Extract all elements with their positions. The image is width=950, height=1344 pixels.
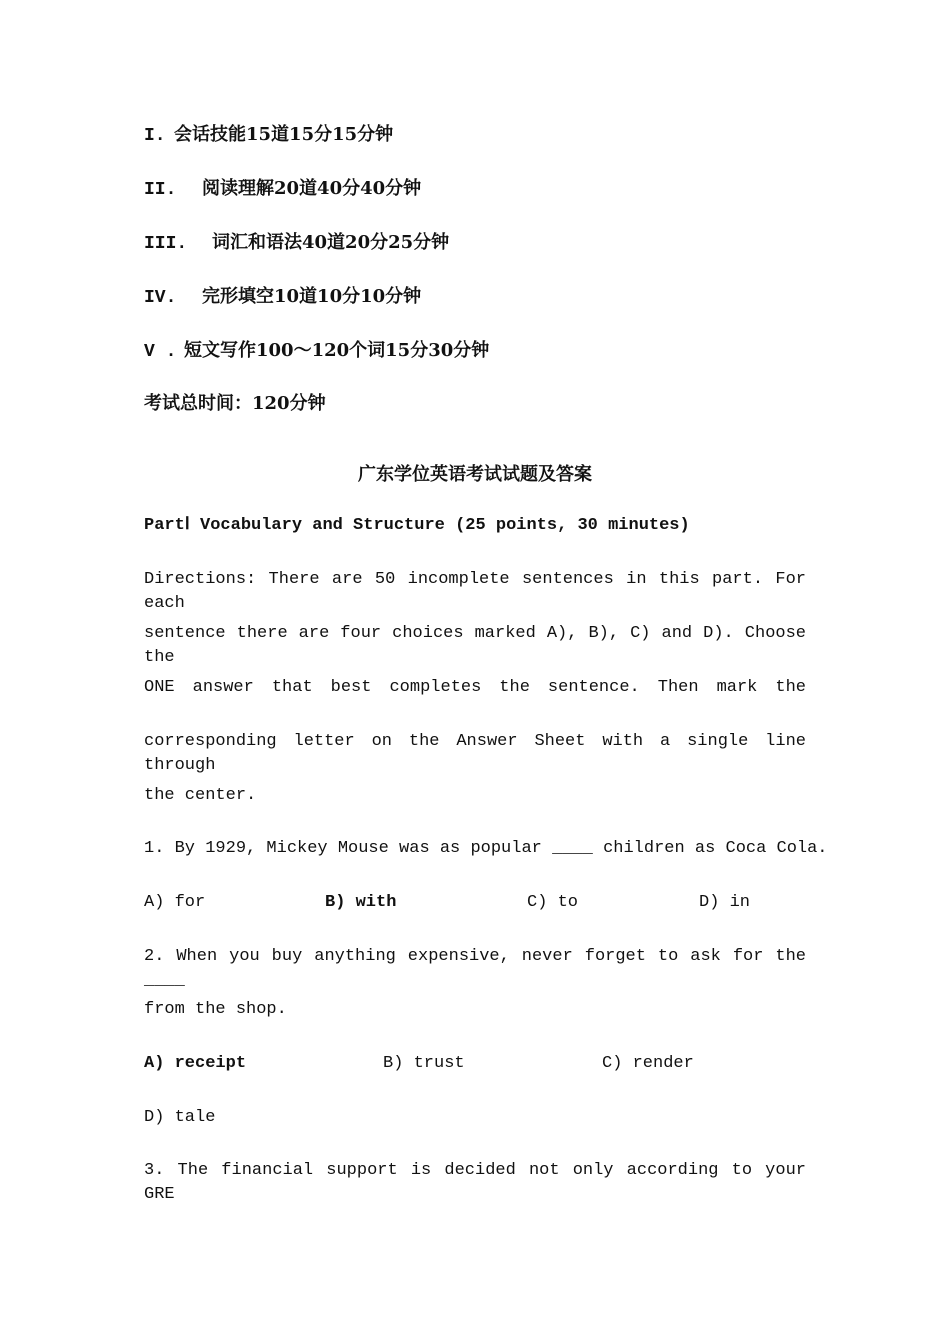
- directions-line: Directions: There are 50 incomplete sentences in this part. For each: [144, 570, 806, 613]
- exam-structure-item: [144, 230, 449, 256]
- question-stem-continued: from the shop.: [144, 1000, 287, 1019]
- option-c: C) render: [602, 1054, 694, 1073]
- item-text: 短文写作100～120个词15分30分钟: [184, 340, 490, 361]
- option-d: D) in: [699, 893, 751, 912]
- directions-line: sentence there are four choices marked A), B), C) and D). Choose the: [144, 624, 806, 667]
- item-numeral: V .: [144, 342, 177, 362]
- item-text: 词汇和语法40道20分25分钟: [212, 232, 450, 253]
- question-stem: 3. The financial support is decided not only according to your GRE: [144, 1161, 806, 1204]
- exam-structure-item: [144, 122, 393, 148]
- exam-structure-item: [144, 284, 421, 310]
- part1-heading: PartⅠ Vocabulary and Structure (25 points, 30 minutes): [144, 516, 690, 535]
- item-text: 会话技能15道15分15分钟: [174, 124, 394, 145]
- item-numeral: II.: [144, 180, 177, 200]
- question-stem: 1. By 1929, Mickey Mouse was as popular ____ children as Coca Cola.: [144, 839, 828, 858]
- option-b: B) trust: [383, 1054, 465, 1073]
- item-numeral: III.: [144, 234, 188, 254]
- option-b-answer: B) with: [325, 893, 397, 912]
- exam-structure-item: [144, 338, 489, 364]
- total-time: 考试总时间：120分钟: [144, 393, 326, 414]
- directions-line: ONE answer that best completes the sentence. Then mark the: [144, 678, 806, 697]
- item-numeral: IV.: [144, 288, 177, 308]
- option-d: D) tale: [144, 1108, 216, 1127]
- option-a-answer: A) receipt: [144, 1054, 247, 1073]
- option-c: C) to: [527, 893, 579, 912]
- exam-structure-item: [144, 176, 421, 202]
- item-numeral: I.: [144, 126, 166, 146]
- option-a: A) for: [144, 893, 206, 912]
- item-text: 阅读理解20道40分40分钟: [202, 178, 422, 199]
- document-title: 广东学位英语考试试题及答案: [358, 464, 592, 485]
- directions-line: corresponding letter on the Answer Sheet with a single line through: [144, 732, 806, 775]
- item-text: 完形填空10道10分10分钟: [202, 286, 422, 307]
- question-stem: 2. When you buy anything expensive, never forget to ask for the ____: [144, 947, 806, 990]
- directions-line: the center.: [144, 786, 257, 805]
